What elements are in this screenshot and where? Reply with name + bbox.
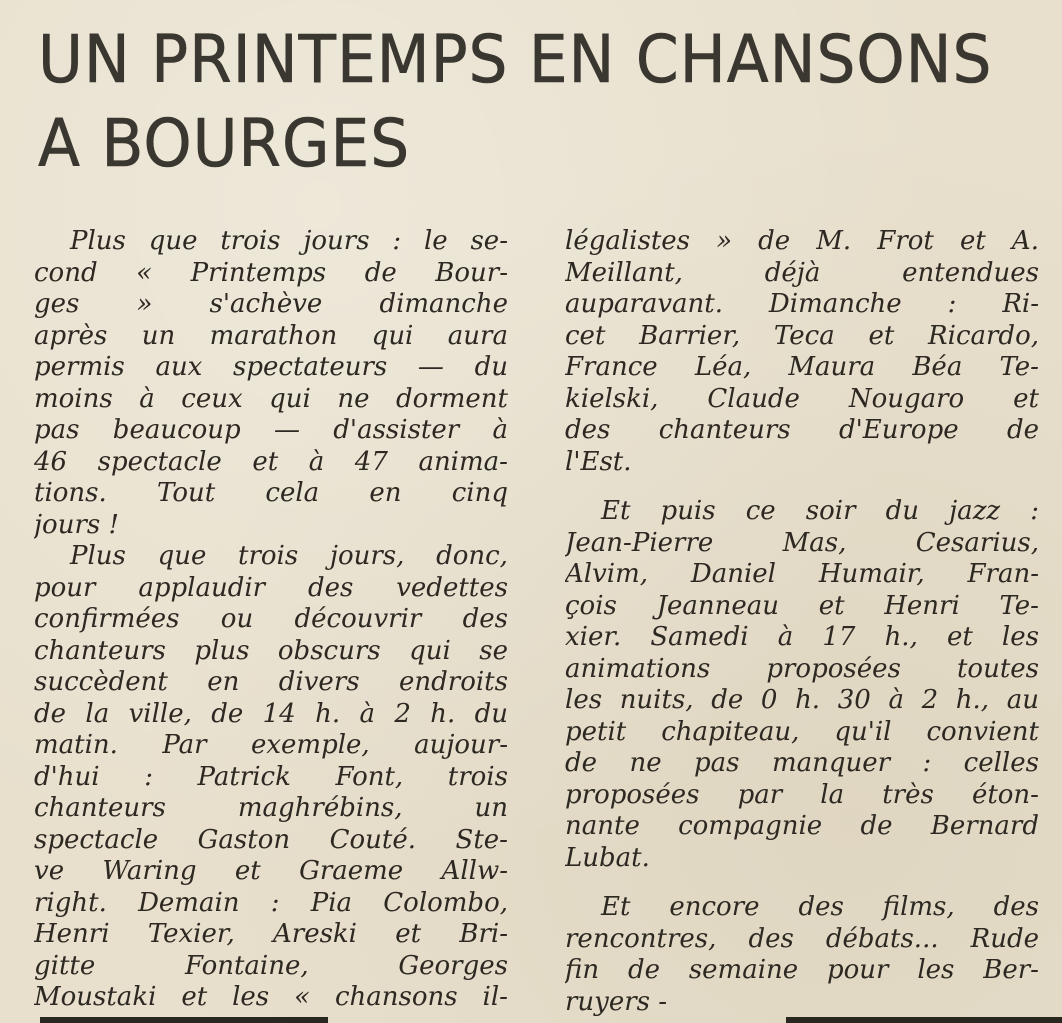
text-line: Meillant, déjà entendues [565,257,1039,288]
text-line: spectacle Gaston Couté. Ste- [34,824,508,855]
text-line: Et encore des films, des [601,892,1039,922]
text-line: Lubat. [565,842,650,873]
text-line: cet Barrier, Teca et Ricardo, [565,320,1039,351]
bottom-rule-right [786,1017,1062,1023]
text-line: tions. Tout cela en cinq [34,478,508,508]
text-line: chanteurs maghrébins, un [34,793,508,823]
bottom-rule-left [40,1017,328,1023]
text-line: rencontres, des débats... Rude [565,923,1039,954]
text-line: pour applaudir des vedettes [34,572,508,603]
text-line: Et puis ce soir du jazz : [601,496,1039,526]
text-line: 46 spectacle et à 47 anima- [34,446,508,477]
text-line: petit chapiteau, qu'il convient [565,716,1039,747]
text-line: matin. Par exemple, aujour- [34,730,508,760]
text-line: çois Jeanneau et Henri Te- [565,590,1039,621]
text-line: proposées par la très éton- [565,779,1039,810]
text-line: Henri Texier, Areski et Bri- [34,919,508,949]
text-line: jours ! [34,509,119,540]
text-line: kielski, Claude Nougaro et [565,383,1039,414]
text-line: cond « Printemps de Bour- [34,257,508,288]
text-line: auparavant. Dimanche : Ri- [565,289,1039,319]
article-headline [38,18,993,186]
text-line: ve Waring et Graeme Allw- [34,856,508,886]
text-line: permis aux spectateurs — du [34,352,508,382]
text-line: légalistes » de M. Frot et A. [565,226,1039,256]
text-line: Alvim, Daniel Humair, Fran- [565,559,1039,589]
headline-line-2: A BOURGES [38,105,411,182]
text-line: Plus que trois jours : le se- [70,226,508,256]
paragraph-gap [565,478,1039,496]
paragraph-gap [565,874,1039,892]
text-line: pas beaucoup — d'assister à [34,415,508,445]
text-line: succèdent en divers endroits [34,667,508,697]
text-line: ruyers - [565,986,668,1017]
text-line: France Léa, Maura Béa Te- [565,352,1039,382]
text-line: des chanteurs d'Europe de [565,415,1039,445]
text-line: de la ville, de 14 h. à 2 h. du [34,698,508,729]
text-line: Plus que trois jours, donc, [70,541,508,571]
article-column-right [565,226,1039,1018]
text-line: confirmées ou découvrir des [34,604,508,634]
text-line: chanteurs plus obscurs qui se [34,635,508,666]
text-line: d'hui : Patrick Font, trois [34,761,508,792]
text-line: après un marathon qui aura [34,320,508,351]
text-line: moins à ceux qui ne dorment [34,383,508,414]
article-column-left [34,226,508,1014]
text-line: animations proposées toutes [565,653,1039,684]
text-line: xier. Samedi à 17 h., et les [565,622,1039,652]
text-line: de ne pas manquer : celles [565,748,1039,778]
text-line: Moustaki et les « chansons il- [34,982,508,1012]
headline-line-1: UN PRINTEMPS EN CHANSONS [38,21,993,98]
text-line: l'Est. [565,446,632,477]
text-line: ges » s'achève dimanche [34,289,508,319]
text-line: gitte Fontaine, Georges [34,950,508,981]
text-line: Jean-Pierre Mas, Cesarius, [565,527,1039,558]
text-line: les nuits, de 0 h. 30 à 2 h., au [565,685,1039,715]
text-line: right. Demain : Pia Colombo, [34,887,508,918]
text-line: fin de semaine pour les Ber- [565,955,1039,985]
text-line: nante compagnie de Bernard [565,811,1039,841]
